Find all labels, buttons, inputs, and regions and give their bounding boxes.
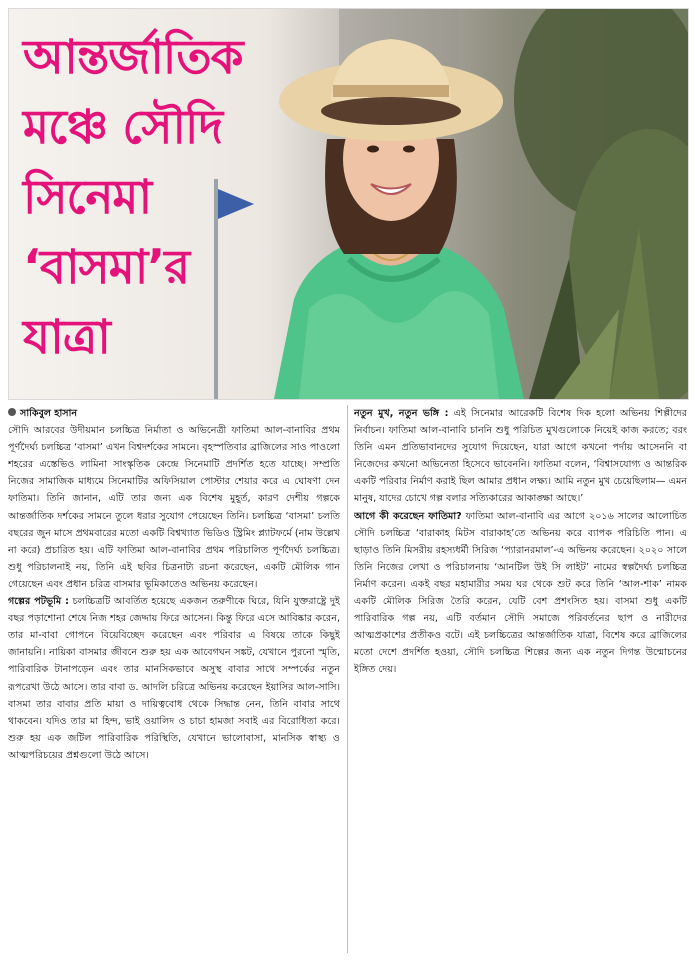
paragraph-newfaces: [354, 405, 687, 508]
hat-band: [333, 85, 449, 97]
headline-line-5: যাত্রা: [23, 310, 110, 365]
paragraph-newfaces-text: এই সিনেমার আরেকটি বিশেষ দিক হলো অভিনয় শিল্পীদের নির্বাচন। ফাতিমা আল-বানাবি চাননি শুধু পরিচিত মুখগুলোকে নিয়েই কাজ করতে; বরং তিনি এমন প্রতিভাবানদের সুযোগ দিয়েছেন, যারা আগে কখনো পর্দায় আসেননি বা নিজেদের কখনো অভিনেতা হিসেবে ভাবেননি। ফাতিমা বলেন, ‘বিশ্বাসযোগ্য ও আন্তরিক একটি পরিবার নির্মাণ করাই ছিল আমার প্রধান লক্ষ্য। আমি নতুন মুখ চেয়েছিলাম— এমন মানুষ, যাদের চোখে গল্প বলার সত্যিকারের আকাঙ্ক্ষা আছে।’: [354, 408, 687, 505]
column-divider: [347, 405, 348, 953]
hero-photo: [8, 8, 689, 400]
byline: [8, 405, 340, 422]
bullet-icon: [8, 408, 16, 416]
headline-line-1: আন্তর্জাতিক: [23, 30, 243, 85]
paragraph-story: [8, 593, 340, 764]
article-column-right: [354, 405, 687, 953]
subheading-story: গল্পের পটভূমি :: [8, 596, 69, 608]
paragraph-intro: সৌদি আরবের উদীয়মান চলচ্চিত্র নির্মাতা ও অভিনেত্রী ফাতিমা আল-বানাবির প্রথম পূর্ণদৈর্ঘ্য চলচ্চিত্র ‘বাসমা’ এখন বিশ্বদর্শকের সামনে। বৃহস্পতিবার ব্রাজিলের সাও পাওলো শহরের এস্তেভিও লামিনা সাংস্কৃতিক কেন্দ্রে সিনেমাটি প্রদর্শিত হতে যাচ্ছে। সম্প্রতি নিজের সামাজিক মাধ্যমে সিনেমাটির অফিসিয়াল পোস্টার শেয়ার করে এ ঘোষণা দেন ফাতিমা। তিনি জানান, এটি তার জন্য এক বিশেষ মুহূর্ত, কারণ দেশীয় গল্পকে আন্তর্জাতিক দর্শকের সামনে তুলে ধরার সুযোগ পেয়েছেন তিনি। চলচ্চিত্র ‘বাসমা’ চলতি বছরের জুন মাসে প্রথমবারের মতো একটি বিশ্বখ্যাত ভিডিও স্ট্রিমিং প্ল্যাটফর্মে (নাম উল্লেখ না করে) প্রচারিত হয়। এটি ফাতিমা আল-বানাবির প্রথম পরিচালিত পূর্ণদৈর্ঘ্য চলচ্চিত্র। শুধু পরিচালনাই নয়, তিনি এই ছবির চিত্রনাট্য রচনা করেছেন, একটি মৌলিক গান গেয়েছেন এবং প্রধান চরিত্র বাসমার ভূমিকাতেও অভিনয় করেছেন।: [8, 425, 340, 590]
paragraph-previous-work-text: ফাতিমা আল-বানাবি এর আগে ২০১৬ সালের আলোচিত সৌদি চলচ্চিত্র ‘বারাকাহ মিটস বারাকাহ’তে অভিনয় করে ব্যাপক পরিচিতি পান। এ ছাড়াও তিনি মিসরীয় রহস্যধর্মী সিরিজ ‘প্যারানরমাল’-এ অভিনয় করেছেন। ২০২০ সালে তিনি নিজের লেখা ও পরিচালনায় ‘আনটিল উই সি লাইট’ নামের স্বল্পদৈর্ঘ্য চলচ্চিত্র নির্মাণ করেন। একই বছর মহামারীর সময় ঘর থেকে শুট করে তিনি ‘আল-শাক’ নামক একটি মৌলিক সিরিজ তৈরি করেন, যেটি বেশ প্রশংসিত হয়। বাসমা শুধু একটি পারিবারিক গল্প নয়, এটি বর্তমান সৌদি সমাজে পরিবর্তনের ছাপ ও নারীদের আত্মপ্রকাশের প্রতীকও বটে। এই চলচ্চিত্রের আন্তর্জাতিক যাত্রা, বিশেষ করে ব্রাজিলের মতো দেশে প্রদর্শিত হওয়া, সৌদি চলচ্চিত্র শিল্পের জন্য এক নতুন দিগন্ত উন্মোচনের ইঙ্গিত দেয়।: [354, 510, 687, 676]
article-column-left: [8, 405, 340, 953]
subheading-previous-work: আগে কী করেছেন ফাতিমা?: [354, 510, 462, 522]
headline-line-2: মঞ্চে সৌদি: [23, 100, 223, 155]
headline-line-3: সিনেমা: [23, 170, 152, 225]
author-name: সাকিবুল হাসান: [20, 408, 78, 419]
headline-line-4: ‘বাসমা’র: [23, 240, 190, 295]
headline: [23, 23, 323, 373]
subheading-newfaces: নতুন মুখ, নতুন ভঙ্গি :: [354, 408, 449, 419]
paragraph-previous-work: [354, 508, 687, 679]
paragraph-story-text: চলচ্চিত্রটি আবর্তিত হয়েছে একজন তরুণীকে ঘিরে, যিনি যুক্তরাষ্ট্রে দুই বছর পড়াশোনা শেষে নিজ শহর জেদ্দায় ফিরে আসেন। কিন্তু ফিরে এসে আবিষ্কার করেন, তার মা-বাবা গোপনে বিয়েবিচ্ছেদ করেছেন এবং পরিবার এ বিষয়ে তাকে কিছুই জানায়নি। নায়িকা বাসমার জীবনে শুরু হয় এক আবেগঘন সঙ্কট, যেখানে পুরনো স্মৃতি, পারিবারিক টানাপড়েন এবং তার মানসিকভাবে অসুস্থ বাবার সাথে সম্পর্কের নতুন রূপরেখা উঠে আসে। তার বাবা ড. আদলি চরিত্রে অভিনয় করেছেন ইয়াসির আল-সাসি। বাসমা তার বাবার প্রতি মায়া ও দায়িত্ববোধ থেকে সিদ্ধান্ত নেন, তিনি বাবার সাথে থাকবেন। যদিও তার মা হিন্দ, ভাই ওয়ালিদ ও চাচা হামজা সবাই এর বিরোধিতা করে। শুরু হয় এক জটিল পারিবারিক পরিস্থিতি, যেখানে ভালোবাসা, মানসিক স্বাস্থ্য ও আত্মপরিচয়ের প্রশ্নগুলো উঠে আসে।: [8, 596, 340, 761]
article-body: [8, 405, 687, 953]
